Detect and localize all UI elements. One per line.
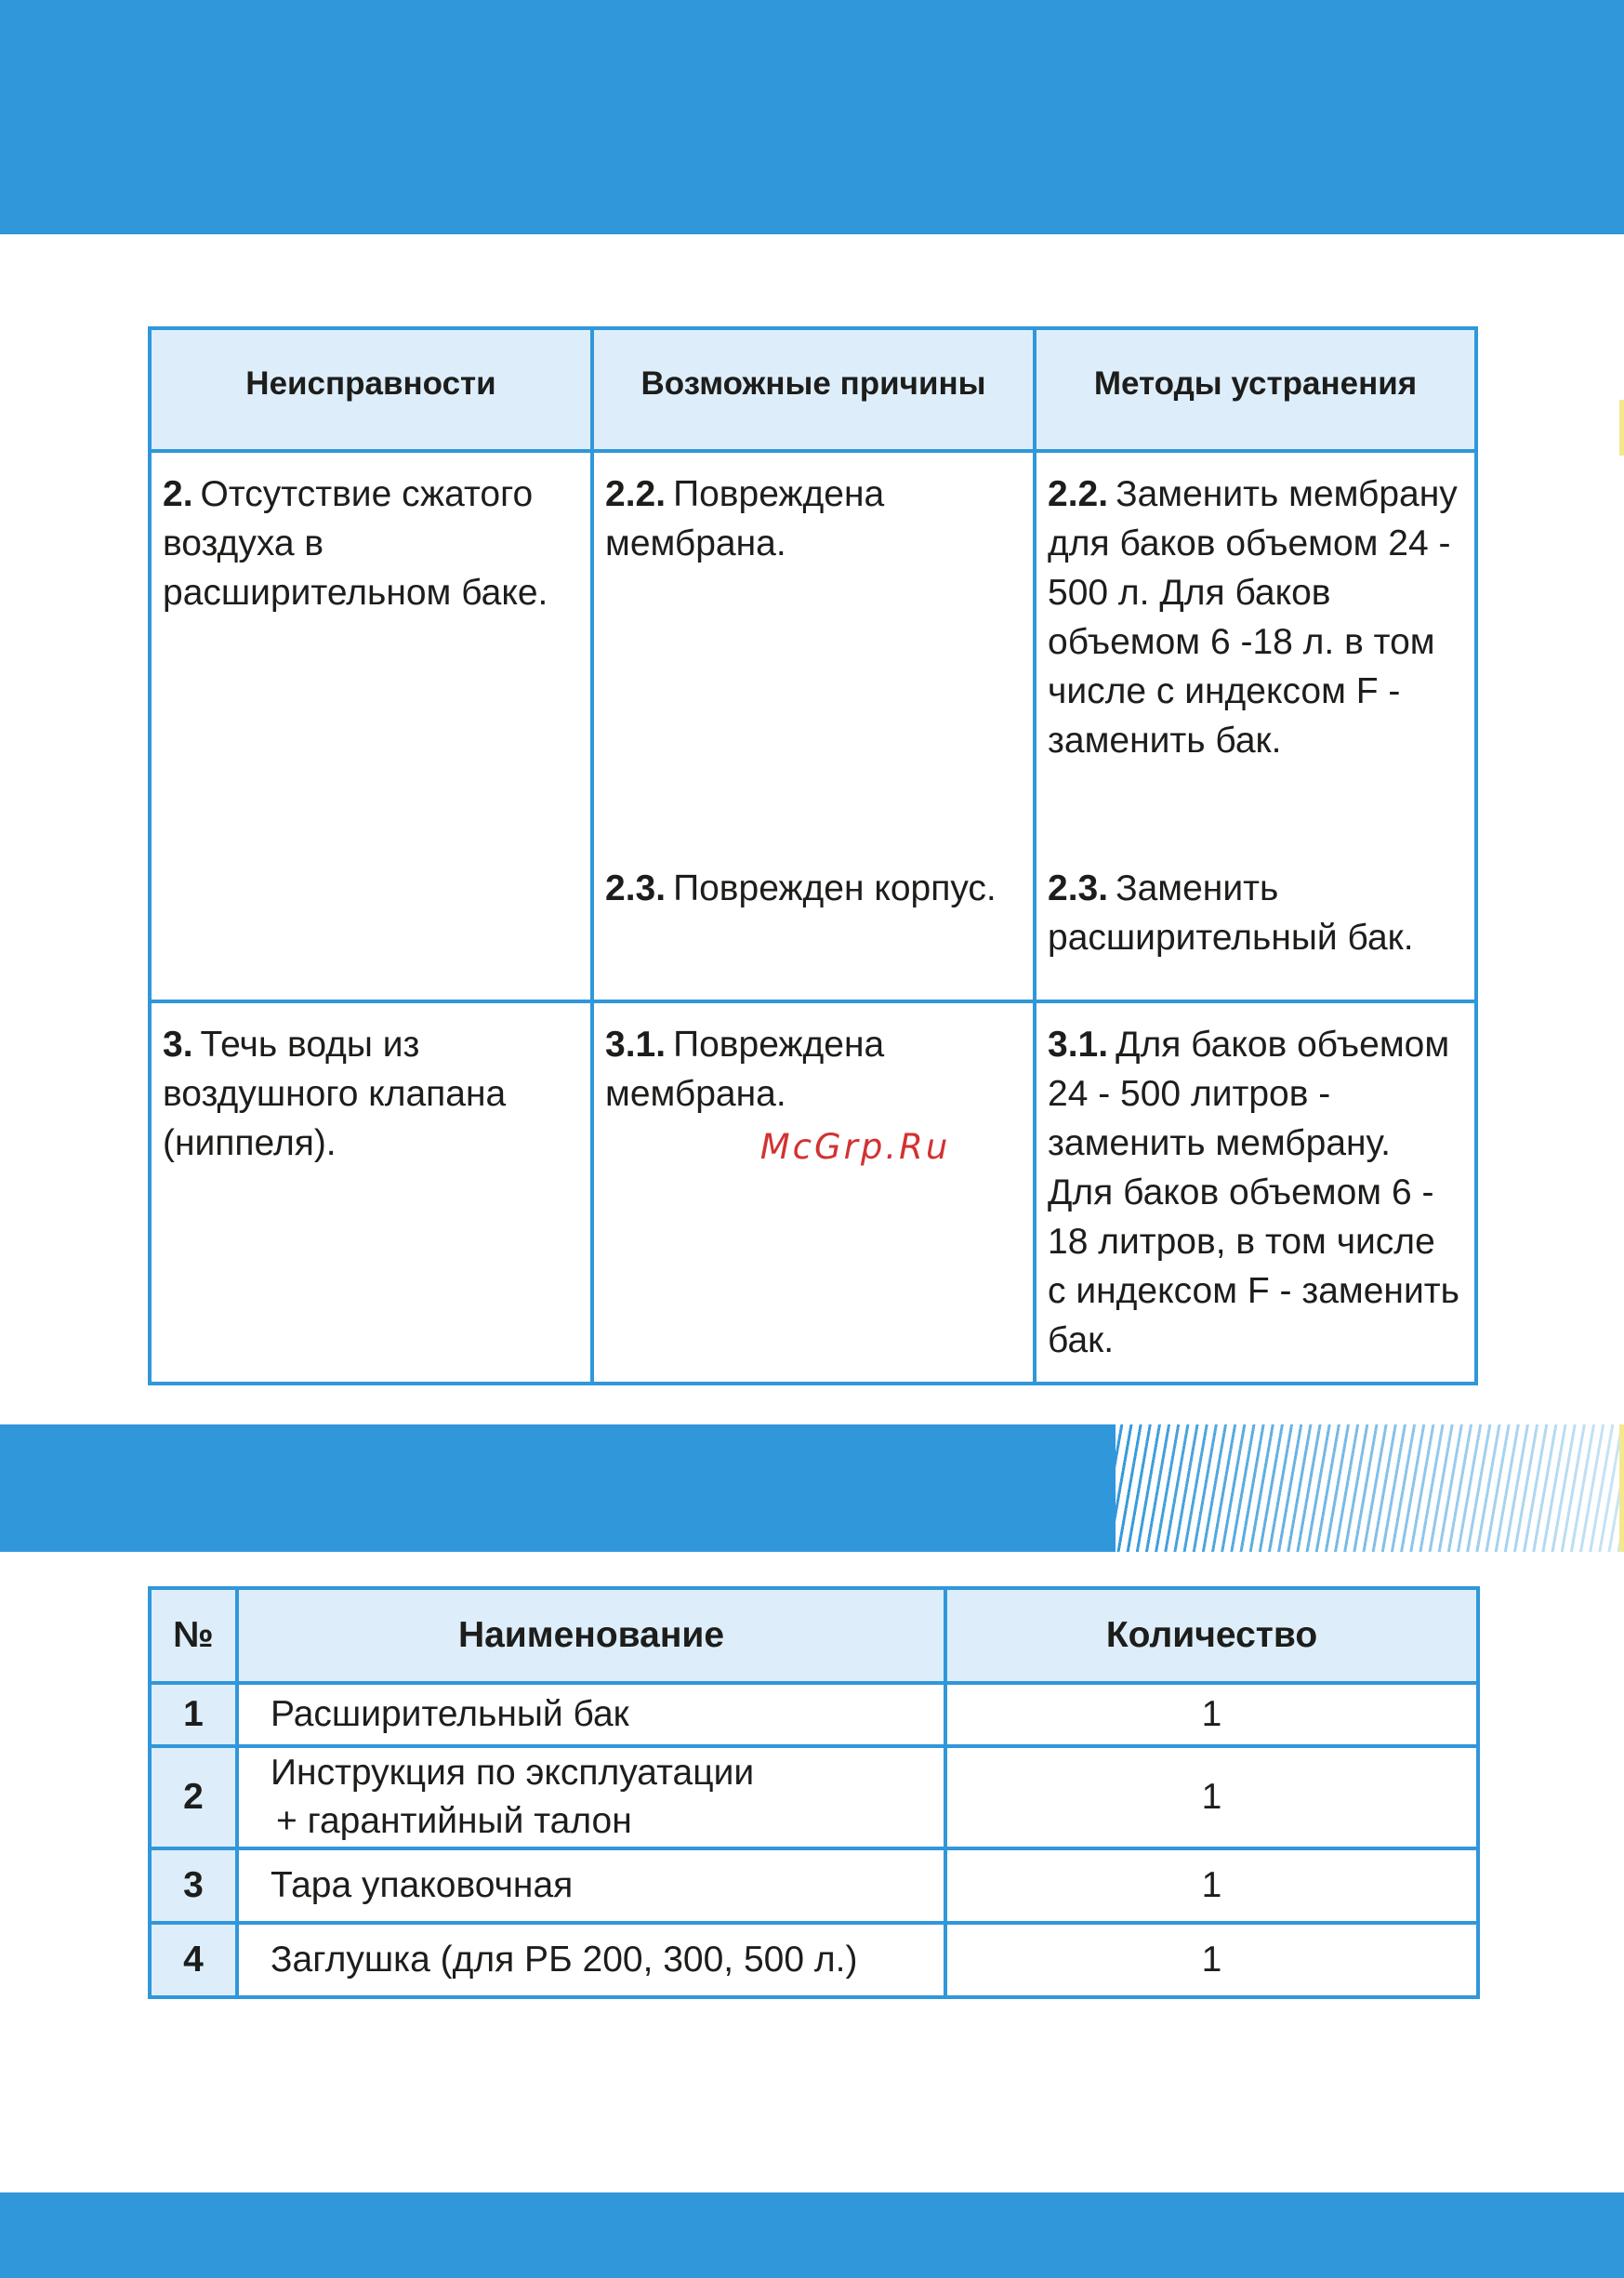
footer-band bbox=[0, 2192, 1624, 2278]
package-contents-table bbox=[148, 1586, 1480, 1999]
item-name bbox=[237, 1746, 945, 1848]
item-number: 2 bbox=[150, 1746, 237, 1848]
cause-text: Повреждена мембрана. bbox=[605, 1025, 885, 1114]
cause-number: 3.1. bbox=[605, 1025, 667, 1065]
remedy-text: Заменить мембрану для баков объемом 24 - 500 л. Для баков объемом 6 -18 л. в том числе с индексом F - заменить бак. bbox=[1048, 474, 1458, 761]
cause-text: Поврежден корпус. bbox=[673, 868, 997, 908]
item-quantity: 1 bbox=[945, 1923, 1478, 1997]
section-header-band bbox=[0, 1424, 1116, 1552]
fault-number: 2. bbox=[163, 474, 193, 514]
table-row bbox=[150, 1683, 1478, 1746]
header-causes: Возможные причины bbox=[592, 328, 1035, 451]
fault-text: Течь воды из воздушного клапана (ниппеля). bbox=[163, 1025, 507, 1163]
cause-cell bbox=[592, 1001, 1035, 1384]
item-name: Тара упаковочная bbox=[237, 1848, 945, 1923]
item-number: 4 bbox=[150, 1923, 237, 1997]
fault-number: 3. bbox=[163, 1025, 193, 1065]
edge-accent bbox=[1619, 400, 1624, 456]
item-name-line: Инструкция по эксплуатации bbox=[271, 1753, 755, 1793]
item-quantity: 1 bbox=[945, 1746, 1478, 1848]
item-number: 3 bbox=[150, 1848, 237, 1923]
edge-accent bbox=[1619, 1424, 1624, 1552]
top-header-band bbox=[0, 0, 1624, 234]
troubleshooting-header-row bbox=[150, 328, 1476, 451]
item-name: Заглушка (для РБ 200, 300, 500 л.) bbox=[237, 1923, 945, 1997]
item-quantity: 1 bbox=[945, 1683, 1478, 1746]
remedy-text: Для баков объемом 24 - 500 литров - заменить мембрану. Для баков объемом 6 - 18 литров, в том числе с индексом F - заменить бак. bbox=[1048, 1025, 1459, 1360]
remedy-number: 2.3. bbox=[1048, 868, 1109, 908]
watermark: McGrp.Ru bbox=[759, 1127, 951, 1167]
header-number: № bbox=[150, 1588, 237, 1683]
table-row bbox=[150, 1923, 1478, 1997]
remedy-cell bbox=[1035, 1001, 1476, 1384]
table-row bbox=[150, 1746, 1478, 1848]
package-header-row bbox=[150, 1588, 1478, 1683]
table-row bbox=[150, 451, 1476, 1001]
item-name: Расширительный бак bbox=[237, 1683, 945, 1746]
fault-cell bbox=[150, 1001, 592, 1384]
cause-text: Повреждена мембрана. bbox=[605, 474, 885, 563]
troubleshooting-table bbox=[148, 326, 1478, 1385]
table-row bbox=[150, 1848, 1478, 1923]
header-remedies: Методы устранения bbox=[1035, 328, 1476, 451]
remedy-cell bbox=[1035, 451, 1476, 1001]
remedy-text: Заменить расширительный бак. bbox=[1048, 868, 1414, 958]
item-number: 1 bbox=[150, 1683, 237, 1746]
header-faults: Неисправности bbox=[150, 328, 592, 451]
cause-cell bbox=[592, 451, 1035, 1001]
item-quantity: 1 bbox=[945, 1848, 1478, 1923]
fault-text: Отсутствие сжатого воздуха в расширительном баке. bbox=[163, 474, 548, 613]
header-quantity: Количество bbox=[945, 1588, 1478, 1683]
remedy-number: 2.2. bbox=[1048, 474, 1109, 514]
header-name: Наименование bbox=[237, 1588, 945, 1683]
cause-number: 2.2. bbox=[605, 474, 667, 514]
decorative-stripes bbox=[1102, 1424, 1624, 1552]
item-name-line: + гарантийный талон bbox=[276, 1801, 632, 1841]
fault-cell bbox=[150, 451, 592, 1001]
cause-number: 2.3. bbox=[605, 868, 667, 908]
table-row bbox=[150, 1001, 1476, 1384]
remedy-number: 3.1. bbox=[1048, 1025, 1109, 1065]
